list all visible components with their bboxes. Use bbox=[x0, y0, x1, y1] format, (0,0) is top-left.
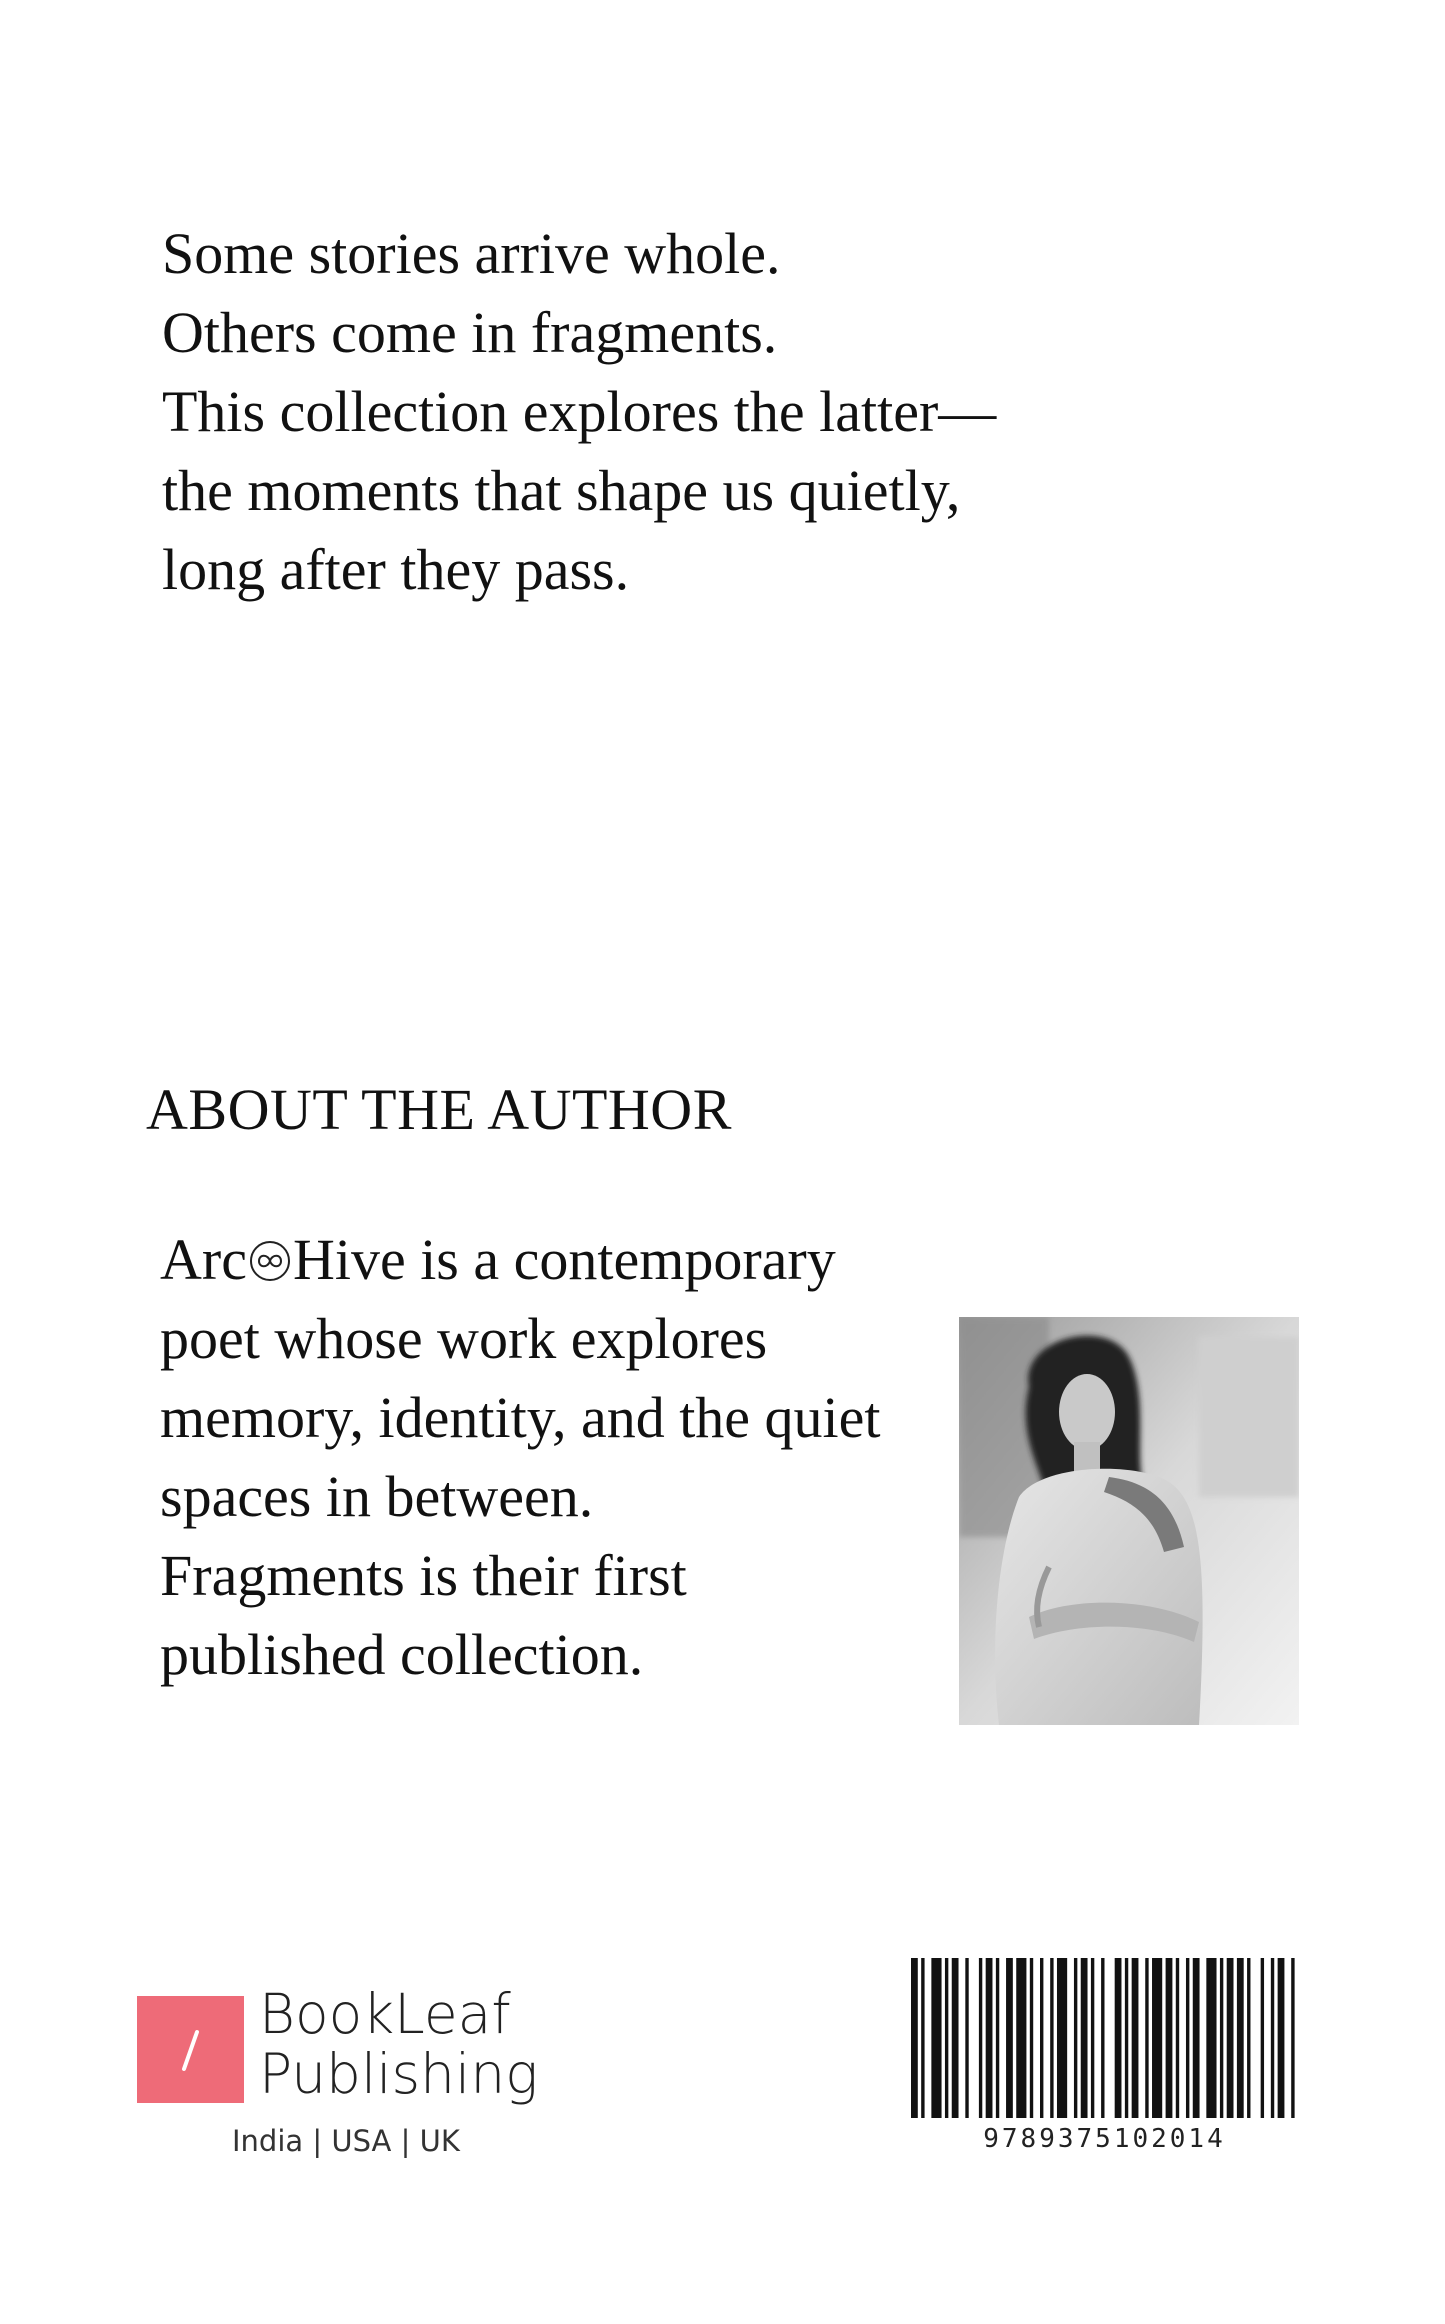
bio-name-start: Arc bbox=[160, 1227, 247, 1292]
author-photo bbox=[959, 1317, 1299, 1725]
barcode-bar bbox=[979, 1958, 982, 2118]
publisher-name-line1: BookLeaf bbox=[259, 1982, 511, 2046]
barcode-bar bbox=[1074, 1958, 1077, 2118]
barcode-bar bbox=[1193, 1958, 1200, 2118]
bio-name-end: Hive is a contemporary bbox=[292, 1227, 836, 1292]
blurb-line: Some stories arrive whole. bbox=[162, 221, 781, 286]
barcode-bar bbox=[1261, 1958, 1264, 2118]
barcode-bar bbox=[911, 1958, 918, 2118]
barcode-bar bbox=[1227, 1958, 1234, 2118]
barcode-bar bbox=[1125, 1958, 1128, 2118]
publisher-name bbox=[259, 1984, 538, 2104]
barcode-bar bbox=[1186, 1958, 1189, 2118]
barcode-bar bbox=[1050, 1958, 1053, 2118]
barcode-bar bbox=[996, 1958, 999, 2118]
barcode-bar bbox=[1145, 1958, 1148, 2118]
about-author-heading: ABOUT THE AUTHOR bbox=[146, 1077, 732, 1142]
publisher-logo bbox=[137, 1996, 244, 2103]
barcode-bar bbox=[1271, 1958, 1274, 2118]
slash-icon bbox=[137, 1996, 244, 2103]
barcode-bar bbox=[965, 1958, 968, 2118]
barcode-bar bbox=[1006, 1958, 1013, 2118]
barcode-bar bbox=[1176, 1958, 1179, 2118]
barcode-bar bbox=[1220, 1958, 1223, 2118]
barcode-bar bbox=[945, 1958, 948, 2118]
barcode-bar bbox=[1132, 1958, 1139, 2118]
back-cover-blurb bbox=[162, 214, 996, 609]
isbn-number: 9789375102014 bbox=[983, 2124, 1226, 2154]
publisher-name-line2: Publishing bbox=[259, 2042, 539, 2106]
barcode-bar bbox=[921, 1958, 924, 2118]
isbn-barcode bbox=[911, 1958, 1298, 2118]
infinity-icon bbox=[248, 1239, 292, 1283]
barcode-bar bbox=[1278, 1958, 1285, 2118]
bio-line: memory, identity, and the quiet bbox=[160, 1385, 881, 1450]
barcode-bar bbox=[1030, 1958, 1033, 2118]
barcode-bar bbox=[1016, 1958, 1026, 2118]
barcode-bar bbox=[1101, 1958, 1104, 2118]
barcode-bar bbox=[1115, 1958, 1122, 2118]
blurb-line: This collection explores the latter— bbox=[162, 379, 997, 444]
blurb-line: the moments that shape us quietly, bbox=[162, 458, 961, 523]
barcode-bar bbox=[1247, 1958, 1250, 2118]
publisher-regions: India | USA | UK bbox=[232, 2124, 460, 2158]
barcode-bar bbox=[1152, 1958, 1162, 2118]
barcode-bar bbox=[1237, 1958, 1244, 2118]
bio-line: published collection. bbox=[160, 1622, 644, 1687]
bio-line bbox=[160, 1220, 881, 1299]
barcode-bar bbox=[952, 1958, 959, 2118]
bio-line: poet whose work explores bbox=[160, 1306, 768, 1371]
barcode-bar bbox=[1091, 1958, 1094, 2118]
barcode-bar bbox=[986, 1958, 993, 2118]
barcode-bar bbox=[1081, 1958, 1088, 2118]
blurb-line: long after they pass. bbox=[162, 537, 630, 602]
barcode-bar bbox=[1166, 1958, 1173, 2118]
author-bio bbox=[160, 1220, 881, 1694]
barcode-bar bbox=[1057, 1958, 1067, 2118]
bio-line: Fragments is their first bbox=[160, 1543, 687, 1608]
barcode-bar bbox=[931, 1958, 941, 2118]
barcode-bar bbox=[1040, 1958, 1043, 2118]
barcode-bar bbox=[1206, 1958, 1216, 2118]
bio-line: spaces in between. bbox=[160, 1464, 594, 1529]
blurb-line: Others come in fragments. bbox=[162, 300, 778, 365]
barcode-bar bbox=[1291, 1958, 1294, 2118]
